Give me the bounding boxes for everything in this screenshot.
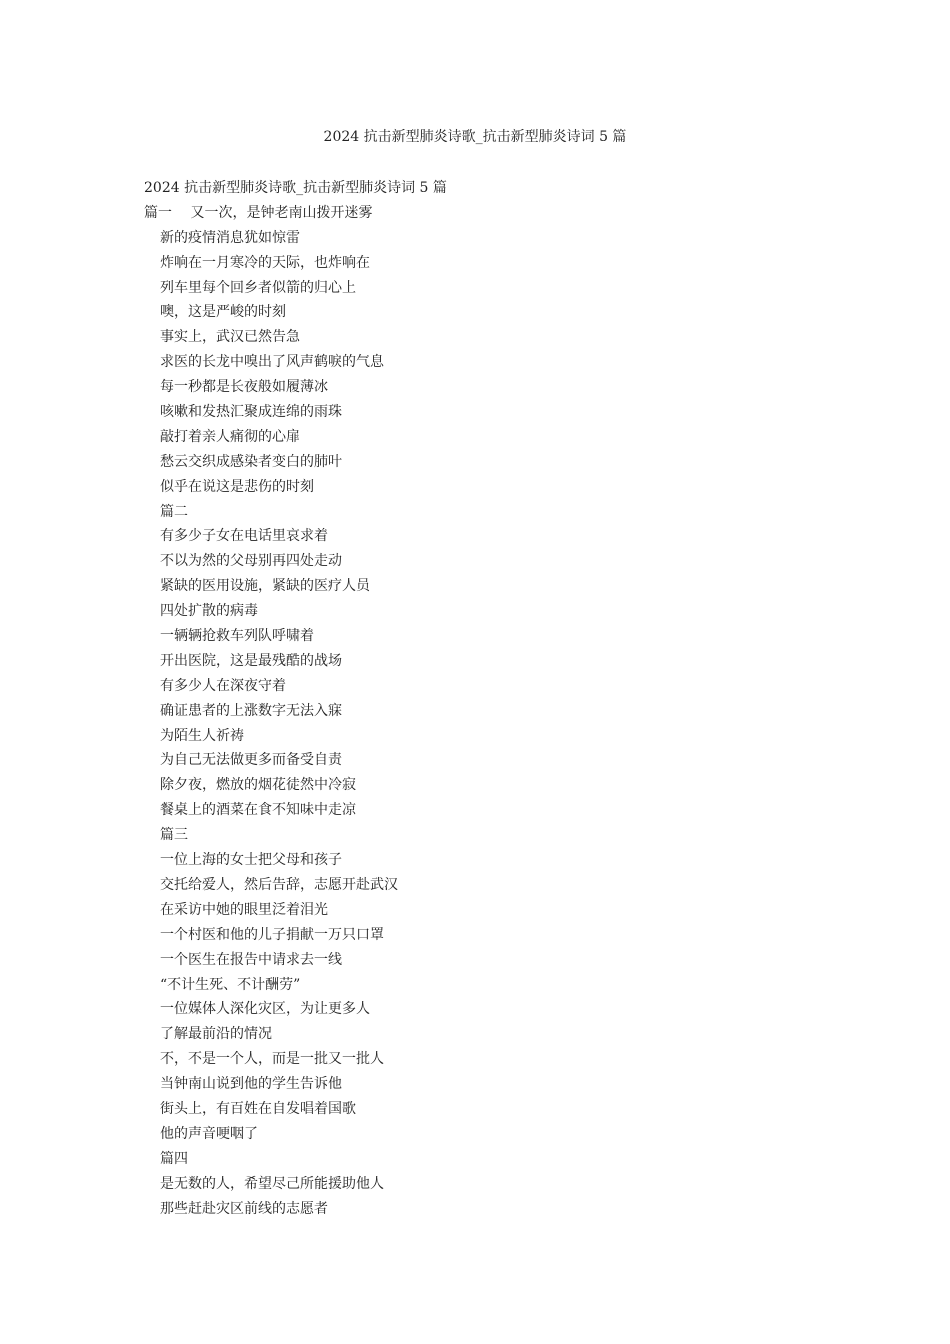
document-body — [144, 176, 844, 1221]
poem-line: 事实上，武汉已然告急 — [160, 329, 300, 346]
poem-line: 当钟南山说到他的学生告诉他 — [160, 1076, 342, 1093]
poem-line: 四处扩散的病毒 — [160, 603, 258, 620]
poem-line: 敲打着亲人痛彻的心扉 — [160, 428, 300, 445]
poem-line: 除夕夜，燃放的烟花徒然中冷寂 — [160, 777, 356, 794]
poem-line: 街头上，有百姓在自发唱着国歌 — [160, 1100, 356, 1117]
poem-line: 求医的长龙中嗅出了风声鹤唳的气息 — [160, 354, 384, 371]
poem-line: 一个村医和他的儿子捐献一万只口罩 — [160, 926, 384, 943]
poem-line: 每一秒都是长夜般如履薄冰 — [160, 379, 328, 396]
poem-line: 有多少子女在电话里哀求着 — [160, 528, 328, 545]
section-heading: 篇三 — [160, 827, 188, 844]
poem-line: 确证患者的上涨数字无法入寐 — [160, 702, 342, 719]
poem-line: 为陌生人祈祷 — [160, 727, 244, 744]
poem-line: 交托给爱人，然后告辞，志愿开赴武汉 — [160, 876, 398, 893]
poem-first-line: 篇一 又一次，是钟老南山拨开迷雾 — [144, 204, 373, 221]
poem-line: 似乎在说这是悲伤的时刻 — [160, 478, 314, 495]
poem-line: 炸响在一月寒冷的天际，也炸响在 — [160, 254, 370, 271]
poem-line: 一个医生在报告中请求去一线 — [160, 951, 342, 968]
poem-line: 一辆辆抢救车列队呼啸着 — [160, 628, 314, 645]
poem-line: “不计生死、不计酬劳” — [160, 976, 301, 993]
poem-line: 列车里每个回乡者似箭的归心上 — [160, 279, 356, 296]
poem-line: 噢，这是严峻的时刻 — [160, 304, 286, 321]
poem-line: 那些赶赴灾区前线的志愿者 — [160, 1200, 328, 1217]
poem-line: 他的声音哽咽了 — [160, 1125, 258, 1142]
poem-line: 紧缺的医用设施，紧缺的医疗人员 — [160, 578, 370, 595]
poem-lines — [144, 226, 844, 1222]
section-heading: 篇二 — [160, 503, 188, 520]
poem-line: 不以为然的父母别再四处走动 — [160, 553, 342, 570]
poem-line: 不，不是一个人，而是一批又一批人 — [160, 1051, 384, 1068]
poem-line: 是无数的人，希望尽己所能援助他人 — [160, 1175, 384, 1192]
poem-line: 愁云交织成感染者变白的肺叶 — [160, 453, 342, 470]
poem-line: 开出医院，这是最残酷的战场 — [160, 652, 342, 669]
poem-line: 有多少人在深夜守着 — [160, 677, 286, 694]
document-subtitle: 2024 抗击新型肺炎诗歌_抗击新型肺炎诗词 5 篇 — [144, 180, 447, 196]
poem-line: 新的疫情消息犹如惊雷 — [160, 229, 300, 246]
poem-line: 在采访中她的眼里泛着泪光 — [160, 901, 328, 918]
poem-line: 了解最前沿的情况 — [160, 1026, 272, 1043]
poem-line: 一位媒体人深化灾区，为让更多人 — [160, 1001, 370, 1018]
poem-line: 咳嗽和发热汇聚成连绵的雨珠 — [160, 404, 342, 421]
document-title: 2024 抗击新型肺炎诗歌_抗击新型肺炎诗词 5 篇 — [323, 129, 627, 145]
poem-line: 为自己无法做更多而备受自责 — [160, 752, 342, 769]
section-heading: 篇四 — [160, 1150, 188, 1167]
poem-line: 一位上海的女士把父母和孩子 — [160, 852, 342, 869]
poem-line: 餐桌上的酒菜在食不知味中走凉 — [160, 802, 356, 819]
